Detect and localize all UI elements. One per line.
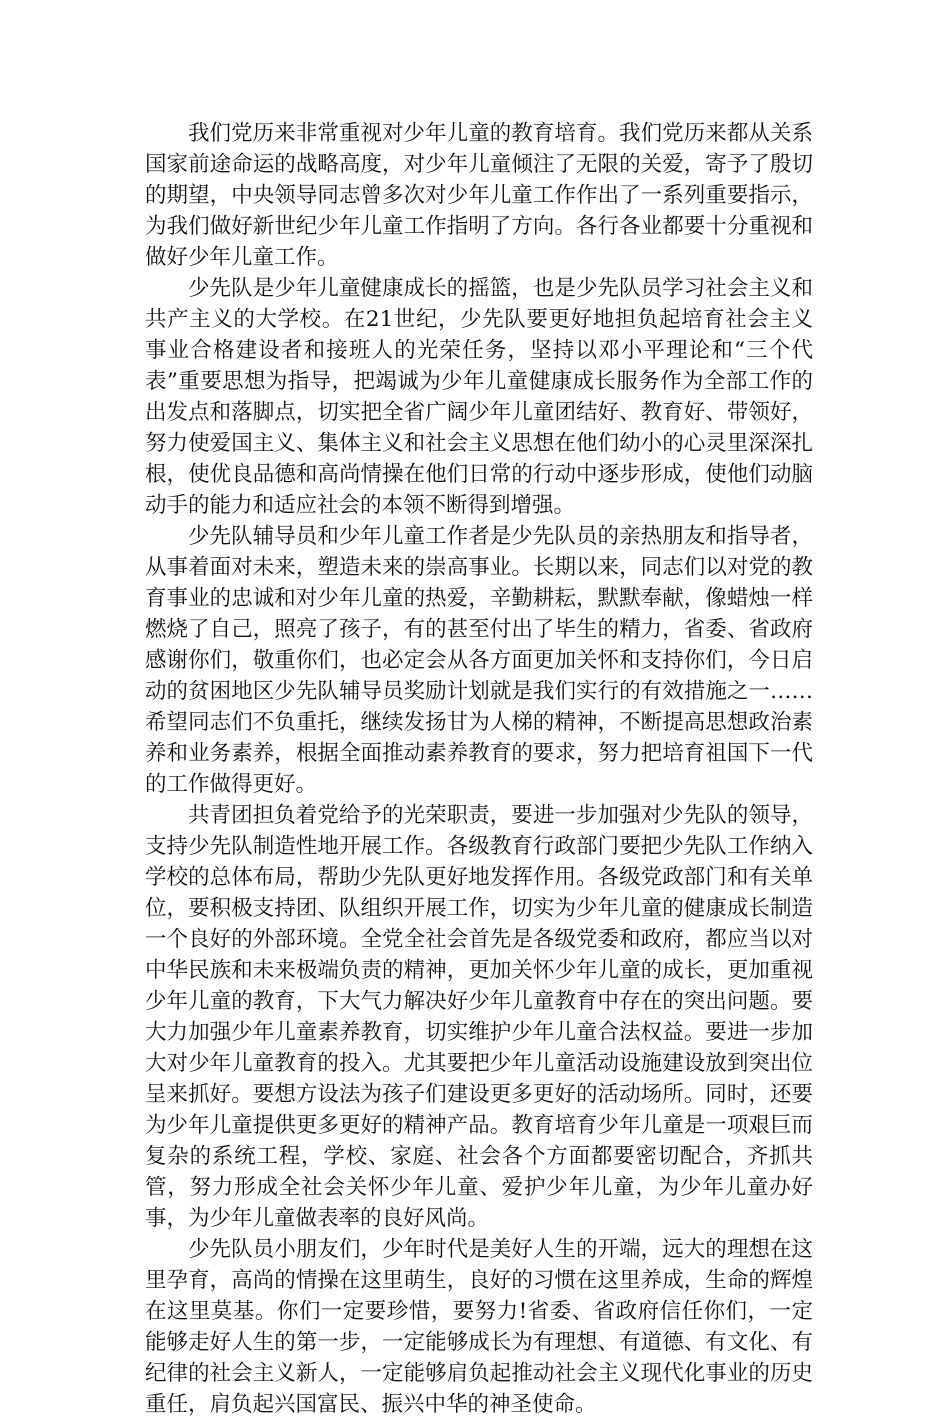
document-body (145, 118, 813, 1420)
paragraph-5: 少先队员小朋友们，少年时代是美好人生的开端，远大的理想在这里孕育，高尚的情操在这里萌生，良好的习惯在这里养成，生命的辉煌在这里莫基。你们一定要珍惜，要努力!省委、省政府信任你们，一定能够走好人生的第一步，一定能够成长为有理想、有道德、有文化、有纪律的社会主义新人，一定能够肩负起推动社会主义现代化事业的历史重任，肩负起兴国富民、振兴中华的神圣使命。 (145, 1237, 813, 1417)
paragraph-2: 少先队是少年儿童健康成长的摇篮，也是少先队员学习社会主义和共产主义的大学校。在21世纪，少先队要更好地担负起培育社会主义事业合格建设者和接班人的光荣任务，坚持以邓小平理论和“三个代表”重要思想为指导，把竭诚为少年儿童健康成长服务作为全部工作的出发点和落脚点，切实把全省广阔少年儿童团结好、教育好、带领好，努力使爱国主义、集体主义和社会主义思想在他们幼小的心灵里深深扎根，使优良品德和高尚情操在他们日常的行动中逐步形成，使他们动脑动手的能力和适应社会的本领不断得到增强。 (145, 276, 813, 518)
paragraph-3: 少先队辅导员和少年儿童工作者是少先队员的亲热朋友和指导者，从事着面对未来，塑造未来的崇高事业。长期以来，同志们以对党的教育事业的忠诚和对少年儿童的热爱，辛勤耕耘，默默奉献，像蜡烛一样燃烧了自己，照亮了孩子，有的甚至付出了毕生的精力，省委、省政府感谢你们，敬重你们，也必定会从各方面更加关怀和支持你们，今日启动的贫困地区少先队辅导员奖励计划就是我们实行的有效措施之一……希望同志们不负重托，继续发扬甘为人梯的精神，不断提高思想政治素养和业务素养，根据全面推动素养教育的要求，努力把培育祖国下一代的工作做得更好。 (145, 524, 813, 797)
paragraph-4: 共青团担负着党给予的光荣职责，要进一步加强对少先队的领导，支持少先队制造性地开展工作。各级教育行政部门要把少先队工作纳入学校的总体布局，帮助少先队更好地发挥作用。各级党政部门和有关单位，要积极支持团、队组织开展工作，切实为少年儿童的健康成长制造一个良好的外部环境。全党全社会首先是各级党委和政府，都应当以对中华民族和未来极端负责的精神，更加关怀少年儿童的成长，更加重视少年儿童的教育，下大气力解决好少年儿童教育中存在的突出问题。要大力加强少年儿童素养教育，切实维护少年儿童合法权益。要进一步加大对少年儿童教育的投入。尤其要把少年儿童活动设施建设放到突出位呈来抓好。要想方设法为孩子们建设更多更好的活动场所。同时，还要为少年儿童提供更多更好的精神产品。教育培育少年儿童是一项艰巨而复杂的系统工程，学校、家庭、社会各个方面都要密切配合，齐抓共管，努力形成全社会关怀少年儿童、爱护少年儿童，为少年儿童办好事，为少年儿童做表率的良好风尚。 (145, 803, 813, 1231)
paragraph-1: 我们党历来非常重视对少年儿童的教育培育。我们党历来都从关系国家前途命运的战略高度，对少年儿童倾注了无限的关爱，寄予了殷切的期望，中央领导同志曾多次对少年儿童工作作出了一系列重要指示，为我们做好新世纪少年儿童工作指明了方向。各行各业都要十分重视和做好少年儿童工作。 (145, 121, 813, 270)
